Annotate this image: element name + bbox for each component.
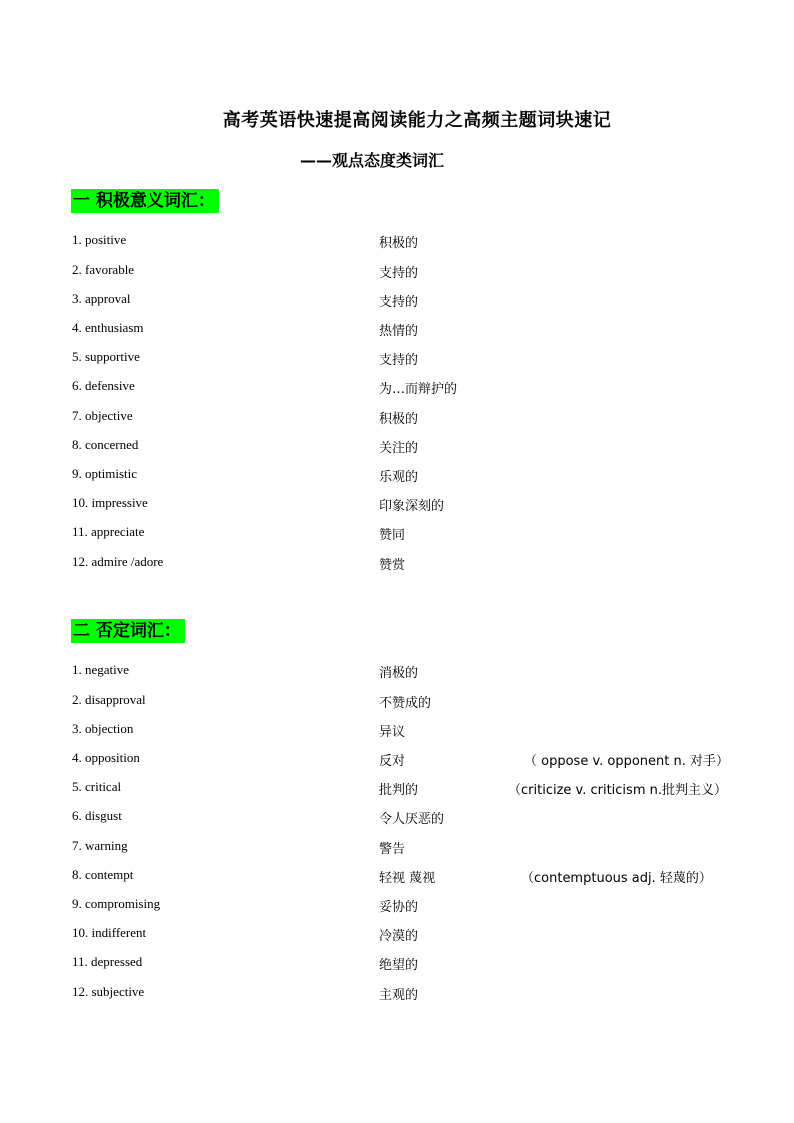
- english-term: 6. disgust: [72, 808, 122, 823]
- chinese-meaning: 支持的: [379, 295, 419, 310]
- vocab-row: [0, 378, 794, 398]
- vocab-row: [0, 954, 794, 974]
- vocab-row: [0, 495, 794, 515]
- related-forms-note: （ oppose v. opponent n. 对手）: [524, 754, 730, 769]
- english-term: 6. defensive: [72, 378, 135, 393]
- chinese-meaning: 批判的: [379, 783, 419, 798]
- related-forms-note: （contemptuous adj. 轻蔑的）: [521, 871, 712, 886]
- english-term: 4. opposition: [72, 750, 140, 765]
- english-term: 2. favorable: [72, 262, 135, 277]
- vocab-row: [0, 349, 794, 369]
- vocab-row: [0, 554, 794, 574]
- english-term: 12. admire /adore: [72, 554, 164, 569]
- vocab-row: [0, 925, 794, 945]
- vocab-row: [0, 408, 794, 428]
- english-term: 8. contempt: [72, 867, 134, 882]
- english-term: 5. critical: [72, 779, 122, 794]
- vocab-row: [0, 524, 794, 544]
- chinese-meaning: 支持的: [379, 353, 419, 368]
- vocab-row: [0, 984, 794, 1004]
- english-term: 8. concerned: [72, 437, 139, 452]
- chinese-meaning: 反对: [379, 754, 406, 769]
- chinese-meaning: 为…而辩护的: [379, 382, 458, 397]
- english-term: 3. objection: [72, 721, 134, 736]
- vocab-row: [0, 262, 794, 282]
- page-subtitle: ——观点态度类词汇: [300, 151, 445, 170]
- chinese-meaning: 赞赏: [379, 558, 406, 573]
- section-heading-positive: 一 积极意义词汇：: [71, 189, 219, 213]
- chinese-meaning: 关注的: [379, 441, 419, 456]
- english-term: 3. approval: [72, 291, 131, 306]
- english-term: 5. supportive: [72, 349, 140, 364]
- english-term: 12. subjective: [72, 984, 145, 999]
- english-term: 11. appreciate: [72, 524, 145, 539]
- english-term: 9. compromising: [72, 896, 161, 911]
- vocab-row: [0, 808, 794, 828]
- vocab-row: [0, 721, 794, 741]
- chinese-meaning: 印象深刻的: [379, 499, 445, 514]
- vocab-row: [0, 437, 794, 457]
- chinese-meaning: 积极的: [379, 236, 419, 251]
- chinese-meaning: 赞同: [379, 528, 406, 543]
- chinese-meaning: 主观的: [379, 988, 419, 1003]
- chinese-meaning: 不赞成的: [379, 696, 432, 711]
- vocab-row: [0, 867, 794, 887]
- chinese-meaning: 警告: [379, 842, 406, 857]
- chinese-meaning: 妥协的: [379, 900, 419, 915]
- vocab-row: [0, 291, 794, 311]
- english-term: 2. disapproval: [72, 692, 146, 707]
- english-term: 7. objective: [72, 408, 133, 423]
- english-term: 10. impressive: [72, 495, 148, 510]
- chinese-meaning: 令人厌恶的: [379, 812, 445, 827]
- english-term: 11. depressed: [72, 954, 143, 969]
- section-heading-negative: 二 否定词汇：: [71, 619, 185, 643]
- chinese-meaning: 轻视 蔑视: [379, 871, 436, 886]
- vocab-row: [0, 232, 794, 252]
- english-term: 10. indifferent: [72, 925, 147, 940]
- vocab-row: [0, 320, 794, 340]
- chinese-meaning: 异议: [379, 725, 406, 740]
- vocab-row: [0, 750, 794, 770]
- vocab-row: [0, 466, 794, 486]
- vocab-row: [0, 896, 794, 916]
- chinese-meaning: 支持的: [379, 266, 419, 281]
- english-term: 9. optimistic: [72, 466, 137, 481]
- english-term: 4. enthusiasm: [72, 320, 144, 335]
- related-forms-note: （criticize v. criticism n.批判主义）: [508, 783, 727, 798]
- page-title: 高考英语快速提高阅读能力之高频主题词块速记: [222, 110, 612, 131]
- english-term: 1. positive: [72, 232, 127, 247]
- chinese-meaning: 积极的: [379, 412, 419, 427]
- chinese-meaning: 热情的: [379, 324, 419, 339]
- chinese-meaning: 绝望的: [379, 958, 419, 973]
- english-term: 7. warning: [72, 838, 128, 853]
- chinese-meaning: 消极的: [379, 666, 419, 681]
- vocab-row: [0, 662, 794, 682]
- vocab-row: [0, 838, 794, 858]
- english-term: 1. negative: [72, 662, 130, 677]
- vocab-row: [0, 692, 794, 712]
- vocab-row: [0, 779, 794, 799]
- chinese-meaning: 乐观的: [379, 470, 419, 485]
- chinese-meaning: 冷漠的: [379, 929, 419, 944]
